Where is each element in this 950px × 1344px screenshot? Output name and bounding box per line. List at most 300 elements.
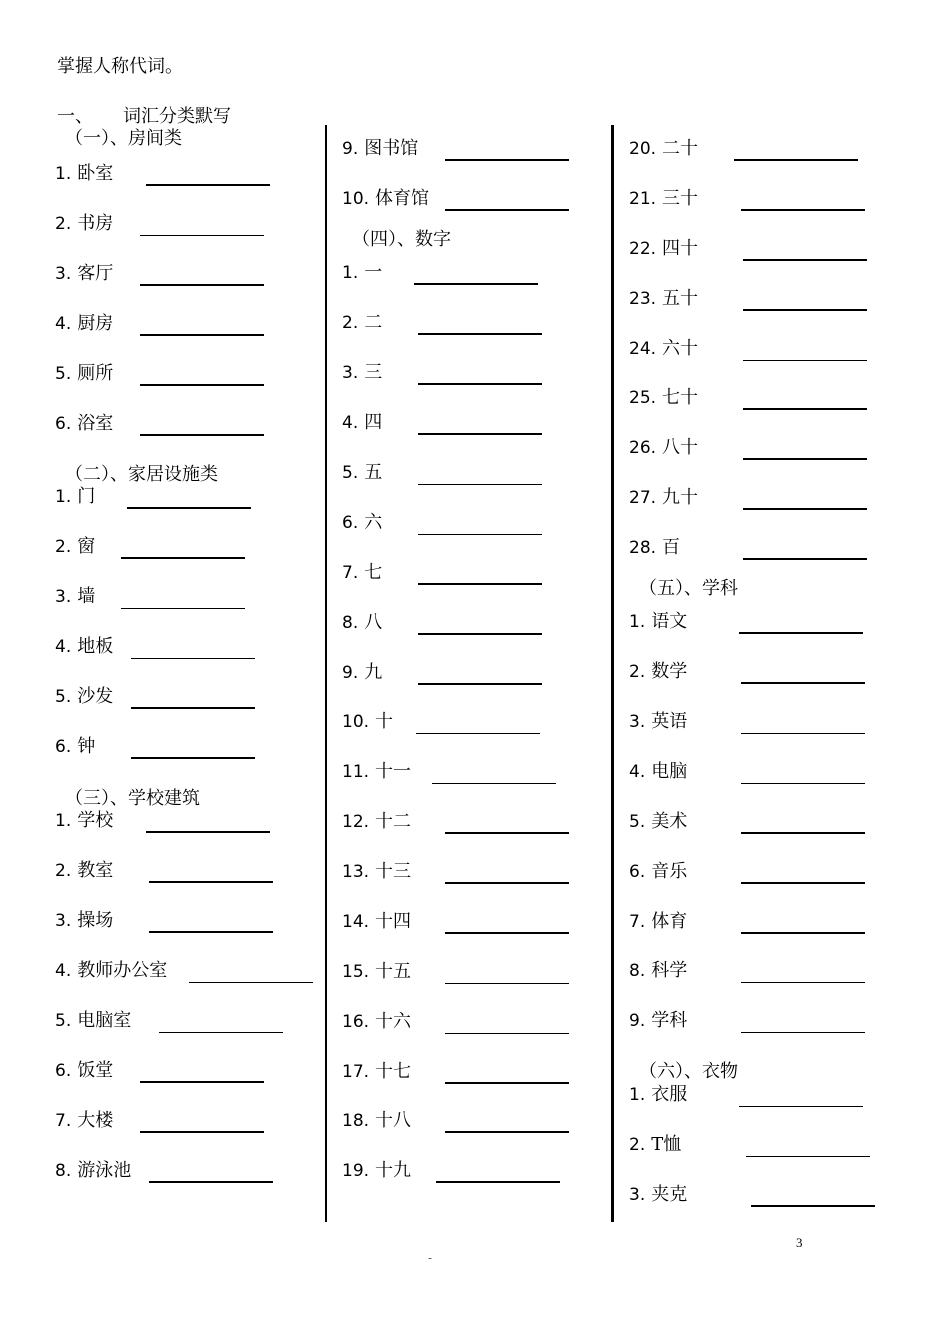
item-word: 三十: [662, 188, 699, 209]
vocab-label: [629, 959, 687, 983]
vocab-label: [629, 1133, 681, 1157]
item-number: 6.: [55, 1061, 72, 1081]
item-word: 四十: [662, 238, 699, 259]
item-word: 十七: [375, 1061, 412, 1082]
item-word: 英语: [651, 711, 688, 732]
item-number: 7.: [55, 1111, 72, 1131]
vocab-label: [342, 137, 418, 161]
vocab-item: [342, 187, 602, 217]
item-word: 十一: [375, 761, 412, 782]
item-word: 操场: [77, 910, 114, 931]
item-number: 6.: [629, 862, 646, 882]
item-number: 22.: [629, 239, 657, 259]
answer-blank[interactable]: [741, 932, 865, 934]
vocab-item: [342, 960, 602, 990]
vocab-item: [629, 486, 889, 516]
item-number: 4.: [55, 637, 72, 657]
answer-blank[interactable]: [741, 209, 865, 211]
item-number: 3.: [55, 264, 72, 284]
answer-blank[interactable]: [140, 334, 264, 336]
vocab-label: [629, 1083, 687, 1107]
item-number: 4.: [55, 961, 72, 981]
item-word: 衣服: [651, 1084, 688, 1105]
item-word: 厕所: [77, 363, 114, 384]
vocab-item: [55, 909, 315, 939]
vocab-label: [342, 960, 411, 984]
item-number: 8.: [55, 1161, 72, 1181]
vocab-label: [342, 1109, 411, 1133]
vocab-label: [629, 710, 687, 734]
answer-blank[interactable]: [743, 309, 867, 311]
item-word: 六: [364, 512, 383, 533]
item-word: 音乐: [651, 861, 688, 882]
item-number: 1.: [629, 1085, 646, 1105]
vocab-item: [629, 337, 889, 367]
answer-blank[interactable]: [743, 259, 867, 261]
item-number: 2.: [342, 313, 359, 333]
vocab-item: [55, 735, 315, 765]
item-word: 十二: [375, 811, 412, 832]
vocab-label: [629, 760, 687, 784]
vocab-label: [55, 412, 113, 436]
answer-blank[interactable]: [743, 458, 867, 460]
vocab-label: [55, 859, 113, 883]
vocab-label: [342, 261, 382, 285]
vocab-label: [55, 1009, 131, 1033]
item-number: 3.: [629, 1185, 646, 1205]
vocab-label: [342, 1010, 411, 1034]
answer-blank[interactable]: [445, 1131, 569, 1133]
item-word: 卧室: [77, 163, 114, 184]
item-word: 七十: [662, 387, 699, 408]
vocab-item: [629, 237, 889, 267]
item-word: 十六: [375, 1011, 412, 1032]
answer-blank[interactable]: [734, 159, 858, 161]
vocab-label: [55, 735, 95, 759]
item-word: 八: [364, 612, 383, 633]
item-word: 体育: [651, 911, 688, 932]
vocab-item: [342, 461, 602, 491]
item-number: 9.: [342, 663, 359, 683]
vocab-label: [55, 362, 113, 386]
item-number: 18.: [342, 1111, 370, 1131]
item-word: 美术: [651, 811, 688, 832]
answer-blank[interactable]: [159, 1032, 283, 1033]
vocab-label: [55, 685, 113, 709]
item-word: 六十: [662, 338, 699, 359]
item-word: 钟: [77, 736, 96, 757]
answer-blank[interactable]: [445, 882, 569, 884]
item-word: 九: [364, 662, 383, 683]
item-number: 27.: [629, 488, 657, 508]
vocab-item: [55, 162, 315, 192]
item-number: 5.: [55, 687, 72, 707]
item-word: 厨房: [77, 313, 114, 334]
vocab-item: [55, 1159, 315, 1189]
vocab-item: [342, 311, 602, 341]
item-number: 19.: [342, 1161, 370, 1181]
item-number: 4.: [55, 314, 72, 334]
vocab-label: [342, 661, 382, 685]
answer-blank[interactable]: [743, 408, 867, 410]
vocab-item: [55, 685, 315, 715]
answer-blank[interactable]: [418, 484, 542, 485]
item-number: 28.: [629, 538, 657, 558]
item-number: 10.: [342, 712, 370, 732]
item-word: 十四: [375, 911, 412, 932]
vocab-label: [629, 237, 698, 261]
answer-blank[interactable]: [149, 881, 273, 883]
answer-blank[interactable]: [140, 1131, 264, 1133]
vocab-label: [629, 1183, 687, 1207]
vocab-item: [629, 287, 889, 317]
item-word: 语文: [651, 611, 688, 632]
answer-blank[interactable]: [416, 733, 540, 734]
item-word: 二: [364, 312, 383, 333]
answer-blank[interactable]: [121, 608, 245, 609]
vocab-label: [342, 311, 382, 335]
vocab-item: [629, 610, 889, 640]
vocab-label: [342, 910, 411, 934]
answer-blank[interactable]: [741, 882, 865, 884]
page-number: 3: [796, 1235, 803, 1250]
vocab-label: [342, 511, 382, 535]
item-number: 25.: [629, 388, 657, 408]
vocab-item: [55, 1009, 315, 1039]
vocab-label: [629, 810, 687, 834]
item-number: 14.: [342, 912, 370, 932]
item-number: 10.: [342, 189, 370, 209]
answer-blank[interactable]: [741, 982, 865, 983]
vocab-label: [55, 1109, 113, 1133]
vocab-label: [342, 810, 411, 834]
answer-blank[interactable]: [432, 783, 556, 784]
item-number: 5.: [629, 812, 646, 832]
answer-blank[interactable]: [739, 632, 863, 634]
item-number: 13.: [342, 862, 370, 882]
item-number: 8.: [342, 613, 359, 633]
vocab-item: [55, 959, 315, 989]
column-divider-2: [611, 125, 614, 1222]
subsection-title: （二）、家居设施类: [65, 464, 218, 485]
vocab-label: [629, 860, 687, 884]
item-word: 图书馆: [364, 138, 419, 159]
item-number: 15.: [342, 962, 370, 982]
item-word: 电脑: [651, 761, 688, 782]
answer-blank[interactable]: [140, 235, 264, 236]
answer-blank[interactable]: [445, 159, 569, 161]
vocab-label: [342, 710, 393, 734]
answer-blank[interactable]: [131, 707, 255, 709]
vocab-item: [55, 1059, 315, 1089]
answer-blank[interactable]: [140, 284, 264, 286]
vocab-item: [342, 561, 602, 591]
vocab-label: [629, 610, 687, 634]
vocab-item: [342, 910, 602, 940]
vocab-label: [55, 959, 167, 983]
answer-blank[interactable]: [445, 209, 569, 211]
vocab-item: [629, 660, 889, 690]
answer-blank[interactable]: [418, 383, 542, 385]
vocab-label: [629, 436, 698, 460]
answer-blank[interactable]: [741, 832, 865, 834]
item-number: 16.: [342, 1012, 370, 1032]
item-number: 1.: [342, 263, 359, 283]
vocab-item: [629, 436, 889, 466]
vocab-item: [629, 710, 889, 740]
item-number: 7.: [629, 912, 646, 932]
column-divider-1: [325, 125, 327, 1222]
vocab-item: [342, 511, 602, 541]
item-word: 墙: [77, 586, 96, 607]
vocab-item: [342, 810, 602, 840]
vocab-item: [55, 312, 315, 342]
vocab-label: [55, 162, 113, 186]
item-word: 十: [375, 711, 394, 732]
item-number: 2.: [55, 214, 72, 234]
answer-blank[interactable]: [741, 733, 865, 734]
item-number: 2.: [55, 861, 72, 881]
vocab-item: [55, 485, 315, 515]
vocab-item: [629, 1009, 889, 1039]
vocab-label: [342, 461, 382, 485]
vocab-item: [629, 536, 889, 566]
item-number: 12.: [342, 812, 370, 832]
item-word: 客厅: [77, 263, 114, 284]
answer-blank[interactable]: [445, 983, 569, 984]
answer-blank[interactable]: [127, 507, 251, 509]
item-number: 8.: [629, 961, 646, 981]
answer-blank[interactable]: [739, 1106, 863, 1107]
item-number: 5.: [55, 1011, 72, 1031]
vocab-label: [629, 337, 698, 361]
answer-blank[interactable]: [743, 508, 867, 510]
vocab-label: [342, 1060, 411, 1084]
item-number: 2.: [55, 537, 72, 557]
vocab-label: [55, 535, 95, 559]
section-number: 一、: [57, 106, 93, 127]
vocab-label: [629, 910, 687, 934]
item-number: 24.: [629, 339, 657, 359]
item-word: 地板: [77, 636, 114, 657]
answer-blank[interactable]: [418, 683, 542, 685]
item-word: 沙发: [77, 686, 114, 707]
item-number: 6.: [342, 513, 359, 533]
vocab-item: [629, 860, 889, 890]
vocab-label: [342, 1159, 411, 1183]
vocab-item: [55, 535, 315, 565]
item-word: 教室: [77, 860, 114, 881]
vocab-item: [342, 411, 602, 441]
answer-blank[interactable]: [445, 1082, 569, 1084]
item-word: 门: [77, 486, 96, 507]
vocab-item: [55, 635, 315, 665]
vocab-item: [342, 1159, 602, 1189]
item-number: 9.: [629, 1011, 646, 1031]
item-word: 十八: [375, 1110, 412, 1131]
item-number: 4.: [629, 762, 646, 782]
item-word: 三: [364, 362, 383, 383]
item-number: 3.: [629, 712, 646, 732]
item-word: 一: [364, 262, 383, 283]
vocab-label: [55, 485, 95, 509]
answer-blank[interactable]: [741, 682, 865, 684]
answer-blank[interactable]: [131, 658, 255, 659]
answer-blank[interactable]: [414, 283, 538, 285]
answer-blank[interactable]: [741, 783, 865, 784]
answer-blank[interactable]: [121, 557, 245, 559]
item-number: 1.: [629, 612, 646, 632]
subsection-title: （四）、数字: [352, 229, 451, 250]
answer-blank[interactable]: [149, 931, 273, 933]
vocab-item: [342, 661, 602, 691]
answer-blank[interactable]: [146, 184, 270, 186]
item-number: 1.: [55, 487, 72, 507]
vocab-label: [629, 137, 698, 161]
answer-blank[interactable]: [751, 1205, 875, 1207]
vocab-item: [55, 585, 315, 615]
item-number: 1.: [55, 164, 72, 184]
item-number: 23.: [629, 289, 657, 309]
item-number: 21.: [629, 189, 657, 209]
vocab-item: [55, 262, 315, 292]
vocab-item: [629, 959, 889, 989]
subsection-title: （一）、房间类: [65, 128, 182, 149]
vocab-label: [629, 536, 680, 560]
item-word: 学校: [77, 810, 114, 831]
answer-blank[interactable]: [140, 1081, 264, 1083]
answer-blank[interactable]: [445, 832, 569, 834]
vocab-label: [342, 611, 382, 635]
item-word: 二十: [662, 138, 699, 159]
item-number: 2.: [629, 662, 646, 682]
vocab-label: [55, 1059, 113, 1083]
answer-blank[interactable]: [146, 831, 270, 833]
item-word: 十九: [375, 1160, 412, 1181]
vocab-label: [629, 287, 698, 311]
vocab-item: [342, 760, 602, 790]
item-word: 八十: [662, 437, 699, 458]
item-word: 窗: [77, 536, 96, 557]
intro-text: 掌握人称代词。: [57, 56, 183, 77]
vocab-item: [342, 611, 602, 641]
section-heading: 词汇分类默写: [123, 106, 231, 127]
answer-blank[interactable]: [743, 558, 867, 560]
answer-blank[interactable]: [149, 1181, 273, 1183]
vocab-label: [55, 809, 113, 833]
vocab-label: [342, 187, 429, 211]
item-word: 饭堂: [77, 1060, 114, 1081]
item-word: 数学: [651, 661, 688, 682]
vocab-label: [55, 212, 113, 236]
vocab-label: [55, 312, 113, 336]
answer-blank[interactable]: [418, 633, 542, 635]
vocab-item: [55, 362, 315, 392]
vocab-item: [342, 860, 602, 890]
item-word: 九十: [662, 487, 699, 508]
vocab-label: [342, 760, 411, 784]
item-number: 3.: [342, 363, 359, 383]
answer-blank[interactable]: [189, 982, 313, 983]
item-number: 2.: [629, 1135, 646, 1155]
vocab-item: [342, 137, 602, 167]
vocab-label: [342, 860, 411, 884]
answer-blank[interactable]: [418, 333, 542, 335]
answer-blank[interactable]: [131, 757, 255, 759]
answer-blank[interactable]: [743, 360, 867, 361]
vocab-item: [55, 1109, 315, 1139]
answer-blank[interactable]: [741, 1032, 865, 1033]
vocab-item: [342, 361, 602, 391]
vocab-item: [342, 1010, 602, 1040]
answer-blank[interactable]: [140, 384, 264, 386]
vocab-item: [629, 760, 889, 790]
vocab-item: [55, 412, 315, 442]
item-number: 3.: [55, 587, 72, 607]
answer-blank[interactable]: [140, 434, 264, 436]
vocab-label: [629, 660, 687, 684]
vocab-item: [342, 261, 602, 291]
answer-blank[interactable]: [418, 583, 542, 585]
item-number: 11.: [342, 762, 370, 782]
item-number: 9.: [342, 139, 359, 159]
item-word: 电脑室: [77, 1010, 132, 1031]
vocab-label: [342, 361, 382, 385]
item-number: 3.: [55, 911, 72, 931]
item-word: 体育馆: [375, 188, 430, 209]
item-word: 游泳池: [77, 1160, 132, 1181]
item-number: 4.: [342, 413, 359, 433]
vocab-item: [629, 1133, 889, 1163]
item-word: 浴室: [77, 413, 114, 434]
subsection-title: （三）、学校建筑: [65, 788, 200, 809]
vocab-item: [342, 1060, 602, 1090]
vocab-label: [629, 187, 698, 211]
item-number: 6.: [55, 414, 72, 434]
item-word: 五: [364, 462, 383, 483]
answer-blank[interactable]: [418, 534, 542, 535]
vocab-item: [55, 859, 315, 889]
vocab-label: [629, 486, 698, 510]
vocab-label: [55, 262, 113, 286]
vocab-item: [342, 1109, 602, 1139]
answer-blank[interactable]: [418, 433, 542, 435]
item-number: 6.: [55, 737, 72, 757]
item-word: 五十: [662, 288, 699, 309]
vocab-label: [342, 411, 382, 435]
item-number: 5.: [342, 463, 359, 483]
vocab-label: [55, 1159, 131, 1183]
item-word: 教师办公室: [77, 960, 168, 981]
item-word: 四: [364, 412, 383, 433]
vocab-label: [629, 386, 698, 410]
answer-blank[interactable]: [445, 932, 569, 934]
vocab-item: [55, 809, 315, 839]
answer-blank[interactable]: [746, 1156, 870, 1157]
vocab-item: [629, 1183, 889, 1213]
subsection-title: （六）、衣物: [639, 1061, 738, 1082]
vocab-item: [342, 710, 602, 740]
item-word: 十三: [375, 861, 412, 882]
vocab-item: [629, 1083, 889, 1113]
answer-blank[interactable]: [445, 1033, 569, 1034]
item-number: 5.: [55, 364, 72, 384]
item-word: 百: [662, 537, 681, 558]
vocab-label: [55, 909, 113, 933]
vocab-item: [629, 137, 889, 167]
answer-blank[interactable]: [436, 1181, 560, 1183]
vocab-label: [342, 561, 382, 585]
